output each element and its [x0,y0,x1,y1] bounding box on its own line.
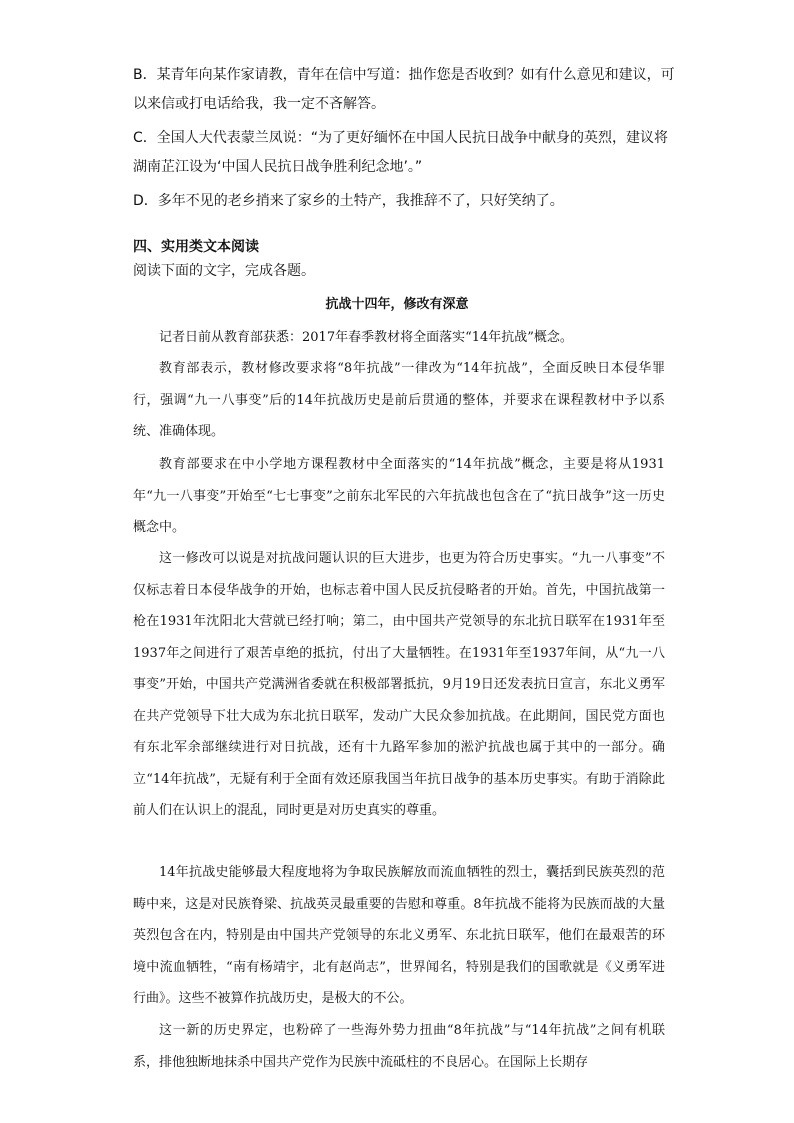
option-b: B．某青年向某作家请教，青年在信中写道：拙作您是否收到？如有什么意见和建议，可以来信或打电话给我，我一定不吝解答。 [133,67,675,112]
article-paragraph-3: 教育部要求在中小学地方课程教材中全面落实的“14年抗战”概念，主要是将从1931年“九一八事变”开始至“七七事变”之前东北军民的六年抗战也包含在了“抗日战争”这一历史概念中。 [133,457,665,535]
option-c: C．全国人大代表蒙兰凤说：“为了更好缅怀在中国人民抗日战争中献身的英烈，建议将湖南芷江设为‘中国人民抗日战争胜利纪念地’。” [133,130,669,175]
article-paragraph-2: 教育部表示，教材修改要求将“8年抗战”一律改为“14年抗战”，全面反映日本侵华罪行，强调“九一八事变”后的14年抗战历史是前后贯通的整体，并要求在课程教材中予以系统、准确体现。 [133,361,665,439]
option-d: D．多年不见的老乡捎来了家乡的土特产，我推辞不了，只好笑纳了。 [133,193,564,209]
article-title: 抗战十四年，修改有深意 [325,297,469,312]
section-heading: 四、实用类文本阅读 [133,239,259,255]
article-paragraph-6: 这一新的历史界定，也粉碎了一些海外势力扭曲“8年抗战”与“14年抗战”之间有机联系，排他独断地抹杀中国共产党作为民族中流砥柱的不良居心。在国际上长期存 [133,1023,665,1070]
section-instruction: 阅读下面的文字，完成各题。 [133,263,315,279]
article-paragraph-5: 14年抗战史能够最大程度地将为争取民族解放而流血牺牲的烈士，囊括到民族英烈的范畴中来，这是对民族脊梁、抗战英灵最重要的告慰和尊重。8年抗战不能将为民族而战的大量英烈包含在内，特别是由中国共产党领导的东北义勇军、东北抗日联军，他们在最艰苦的环境中流血牺牲，“南有杨靖宇，北有赵尚志”，世界闻名，特别是我们的国歌就是《义勇军进行曲》。这些不被算作抗战历史，是极大的不公。 [133,865,665,1006]
article-paragraph-4: 这一修改可以说是对抗战问题认识的巨大进步，也更为符合历史事实。“九一八事变”不仅标志着日本侵华战争的开始，也标志着中国人民反抗侵略者的开始。首先，中国抗战第一枪在1931年沈阳北大营就已经打响；第二，由中国共产党领导的东北抗日联军在1931年至1937年之间进行了艰苦卓绝的抵抗，付出了大量牺牲。在1931年至1937年间，从“九一八事变”开始，中国共产党满洲省委就在积极部署抵抗，9月19日还发表抗日宣言，东北义勇军在共产党领导下壮大成为东北抗日联军，发动广大民众参加抗战。在此期间，国民党方面也有东北军余部继续进行对日抗战，还有十九路军参加的淞沪抗战也属于其中的一部分。确立“14年抗战”，无疑有利于全面有效还原我国当年抗日战争的基本历史事实。有助于消除此前人们在认识上的混乱，同时更是对历史真实的尊重。 [133,551,665,818]
article-paragraph-1: 记者日前从教育部获悉：2017年春季教材将全面落实“14年抗战”概念。 [159,330,573,345]
